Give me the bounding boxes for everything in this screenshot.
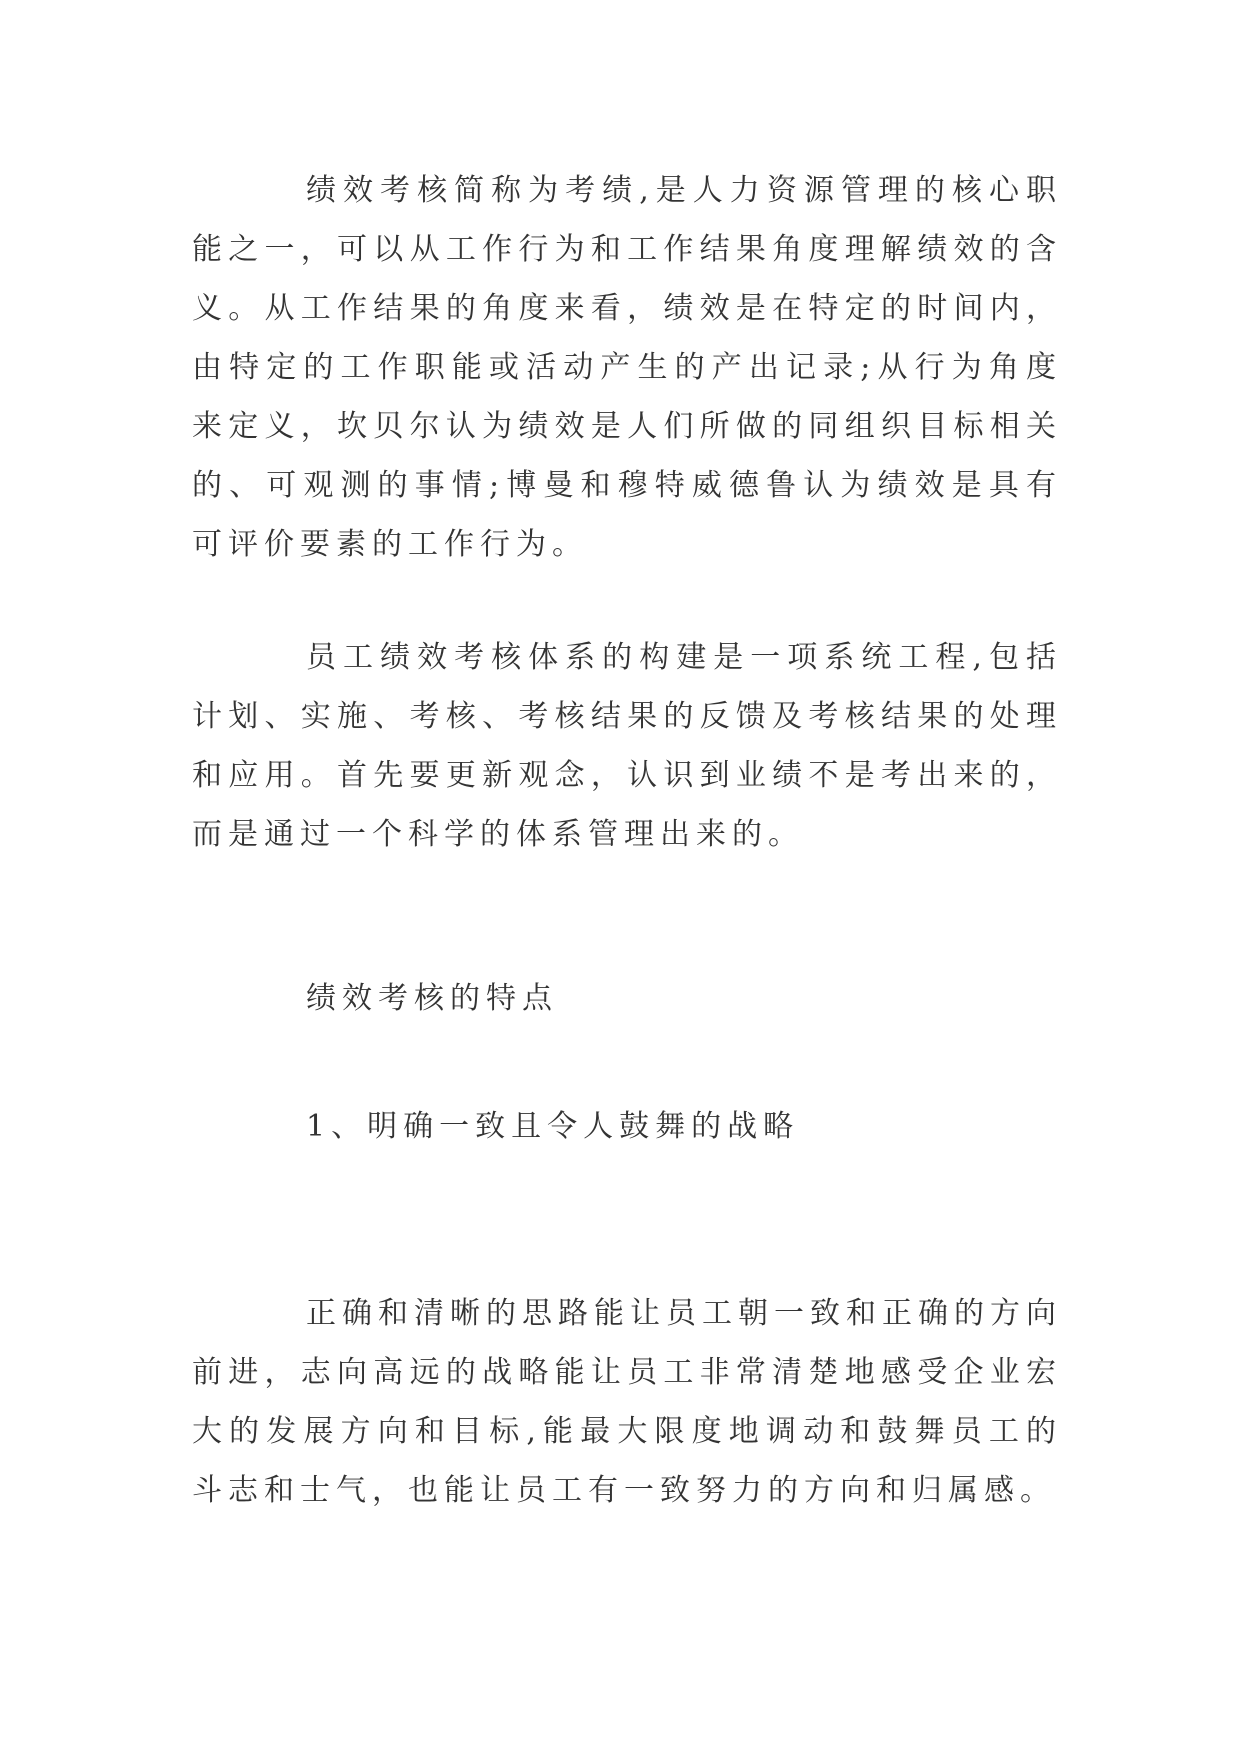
paragraph-system-construction: 员工绩效考核体系的构建是一项系统工程,包括计划、实施、考核、考核结果的反馈及考核结果的处理和应用。首先要更新观念，认识到业绩不是考出来的，而是通过一个科学的体系管理出来的。 [192, 640, 1062, 852]
subheading-strategy: 1、明确一致且令人鼓舞的战略 [306, 1109, 800, 1144]
paragraph-definition: 绩效考核简称为考绩,是人力资源管理的核心职能之一，可以从工作行为和工作结果角度理解绩效的含义。从工作结果的角度来看，绩效是在特定的时间内，由特定的工作职能或活动产生的产出记录;从行为角度来定义，坎贝尔认为绩效是人们所做的同组织目标相关的、可观测的事情;博曼和穆特威德鲁认为绩效是具有可评价要素的工作行为。 [192, 173, 1062, 562]
paragraph-strategy: 正确和清晰的思路能让员工朝一致和正确的方向前进，志向高远的战略能让员工非常清楚地感受企业宏大的发展方向和目标,能最大限度地调动和鼓舞员工的斗志和士气，也能让员工有一致努力的方向和归属感。 [192, 1296, 1062, 1508]
section-heading: 绩效考核的特点 [306, 981, 558, 1016]
